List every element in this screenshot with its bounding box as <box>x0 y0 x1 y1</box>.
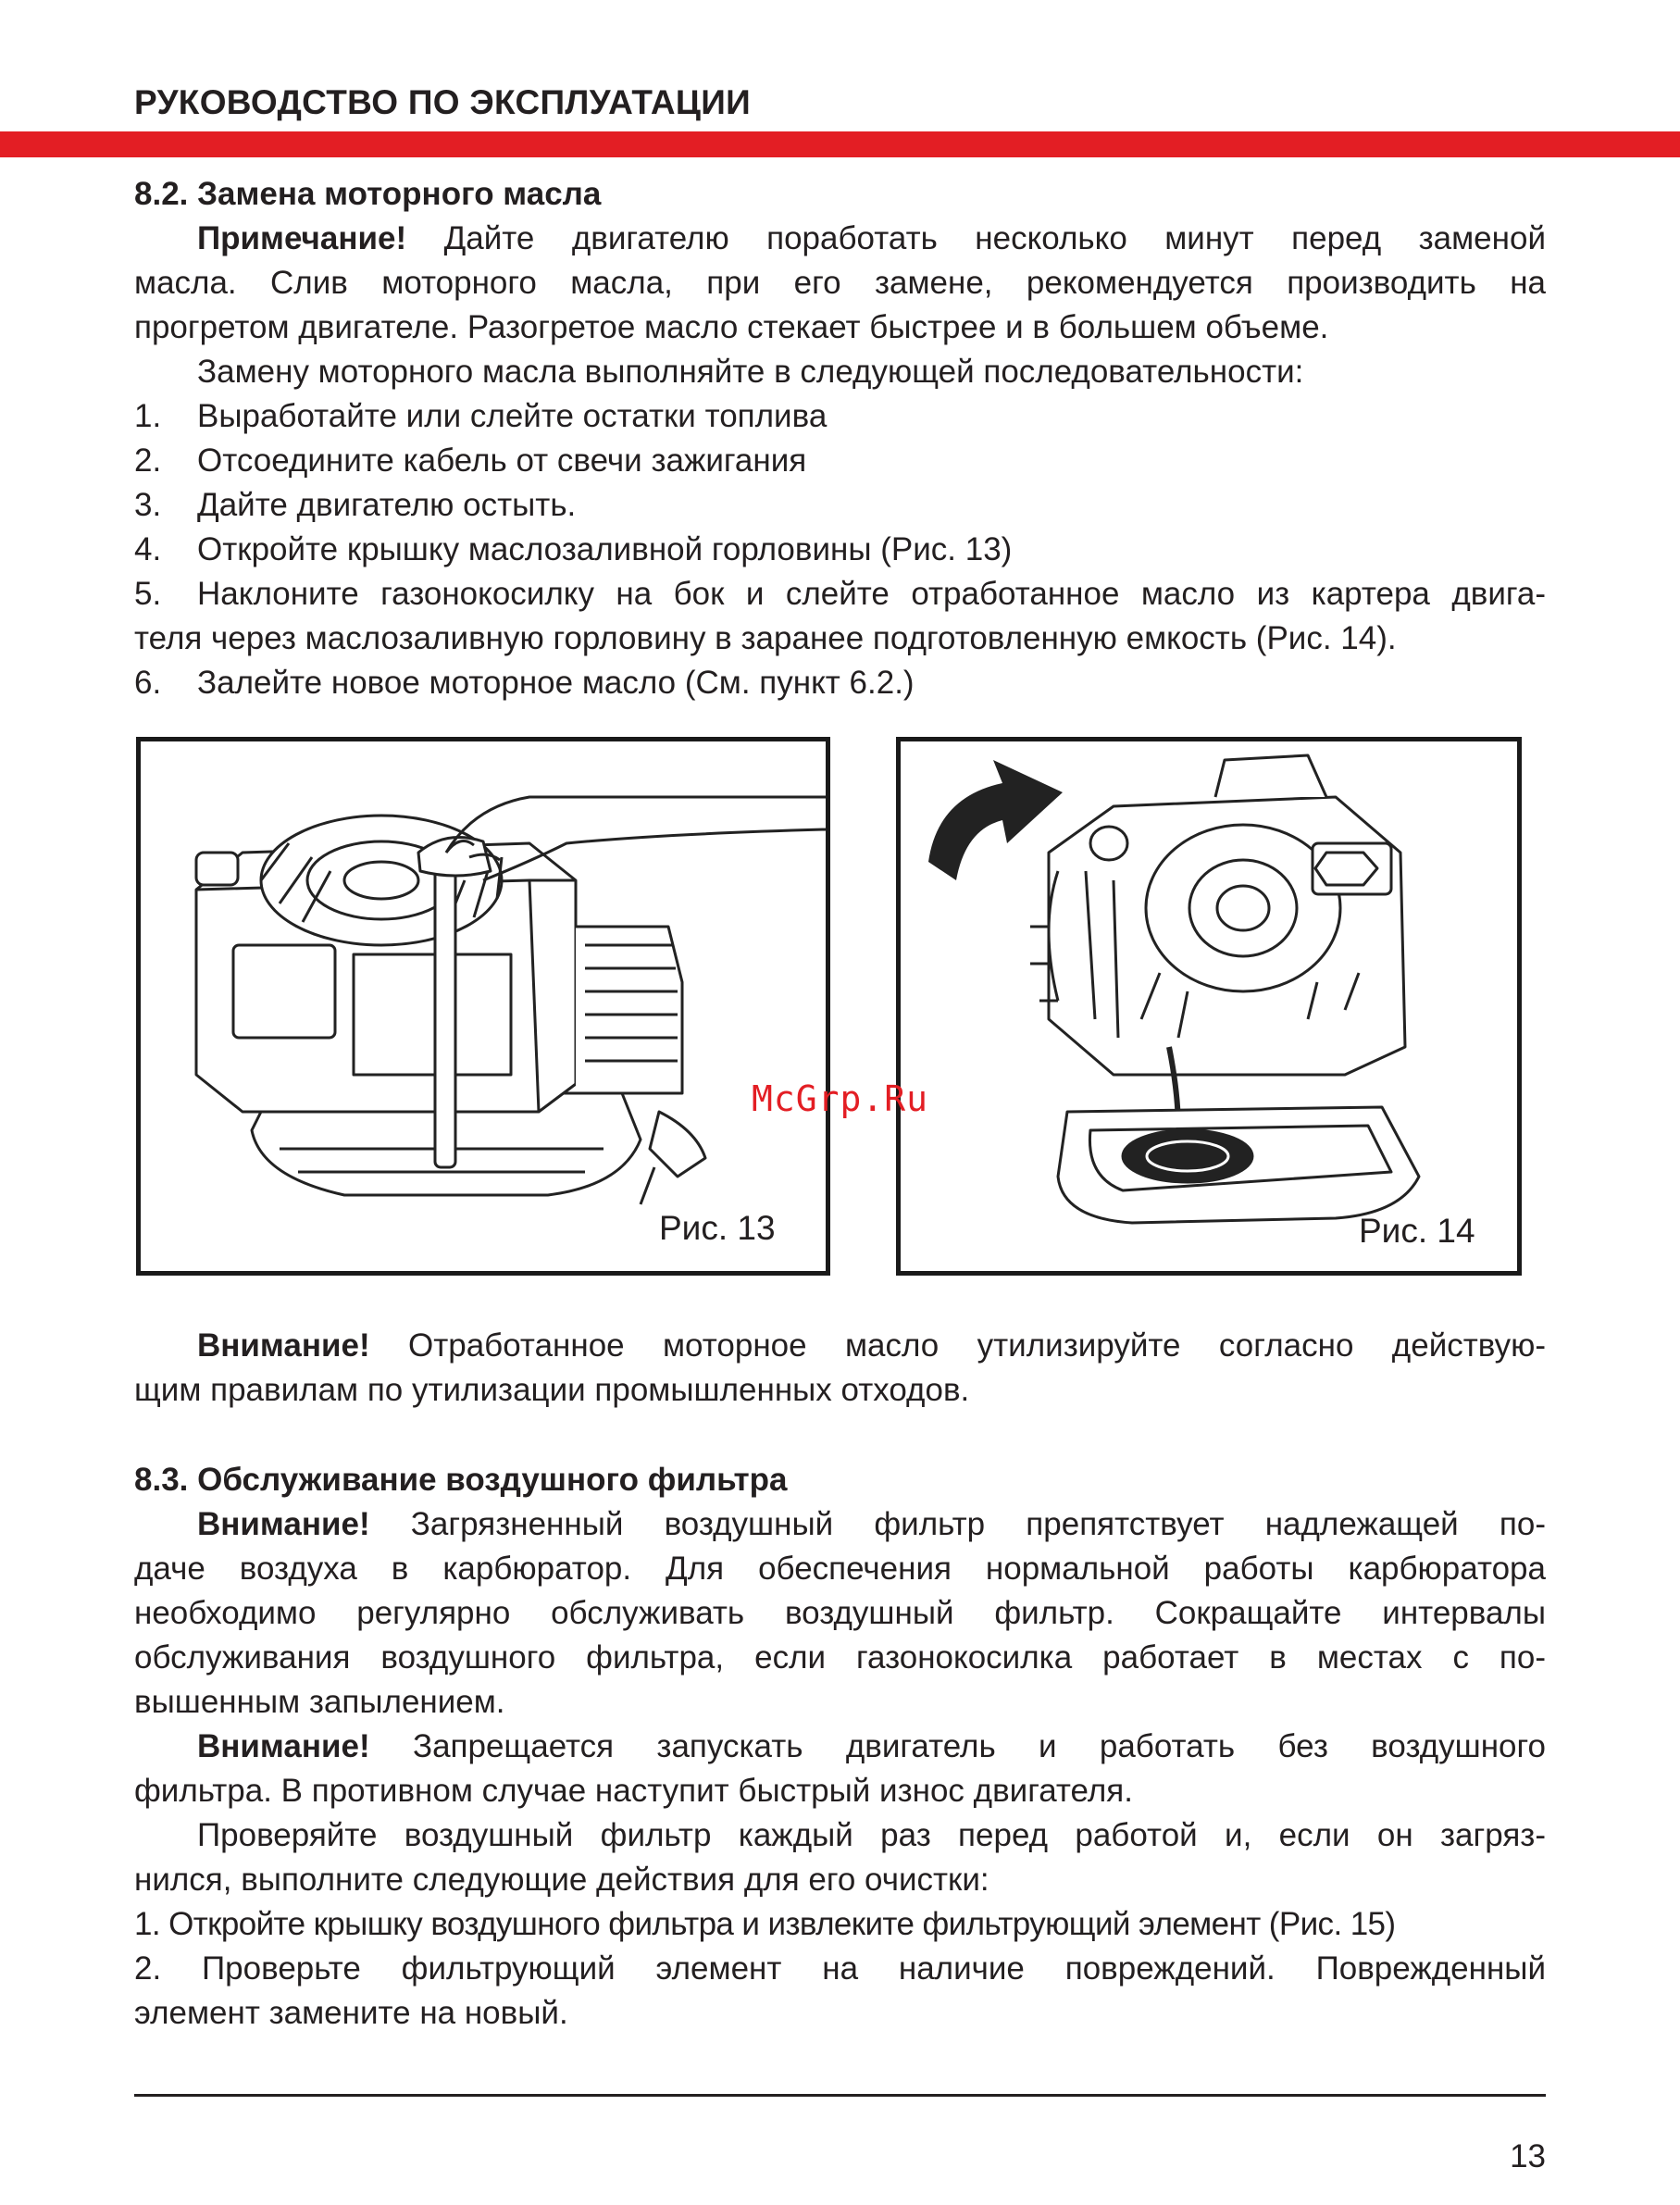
list-item: 1. Выработайте или слейте остатки топлива <box>134 398 828 434</box>
figure-13-caption: Рис. 13 <box>659 1209 776 1247</box>
note-paragraph-line: масла. Слив моторного масла, при его замене, рекомендуется производить на <box>134 265 1546 301</box>
warning-label: Внимание! <box>197 1728 370 1764</box>
figure-14-caption: Рис. 14 <box>1359 1212 1475 1250</box>
list-item-continuation: элемент замените на новый. <box>134 1995 568 2031</box>
page-number: 13 <box>1510 2138 1546 2174</box>
section-8-3 <box>134 1458 1546 2036</box>
paragraph-line: нился, выполните следующие действия для его очистки: <box>134 1862 989 1898</box>
warning-line: необходимо регулярно обслуживать воздушный фильтр. Сокращайте интервалы <box>134 1595 1546 1631</box>
warning-line: обслуживания воздушного фильтра, если газонокосилка работает в местах с по- <box>134 1639 1546 1676</box>
figure-13 <box>136 737 830 1276</box>
list-item: 2. Проверьте фильтрующий элемент на наличие повреждений. Поврежденный <box>134 1950 1546 1987</box>
watermark-text: McGrp.Ru <box>752 1078 929 1119</box>
note-paragraph-line: прогретом двигателе. Разогретое масло стекает быстрее и в большем объеме. <box>134 309 1329 345</box>
engine-oil-cap-illustration <box>141 741 826 1271</box>
list-item: 2. Отсоедините кабель от свечи зажигания <box>134 442 807 479</box>
list-item: 6. Залейте новое моторное масло (См. пункт 6.2.) <box>134 665 915 701</box>
intro-text: Замену моторного масла выполняйте в следующей последовательности: <box>197 354 1304 390</box>
warning-line: Внимание! Загрязненный воздушный фильтр препятствует надлежащей по- <box>197 1506 1546 1542</box>
warning-line: Внимание! Запрещается запускать двигатель и работать без воздушного <box>197 1728 1546 1764</box>
warning-line: даче воздуха в карбюратор. Для обеспечения нормальной работы карбюратора <box>134 1551 1546 1587</box>
section-heading: 8.3. Обслуживание воздушного фильтра <box>134 1462 788 1498</box>
list-item-continuation: теля через маслозаливную горловину в заранее подготовленную емкость (Рис. 14). <box>134 620 1397 656</box>
list-item: 3. Дайте двигателю остыть. <box>134 487 577 523</box>
engine-tilted-draining-illustration <box>901 741 1517 1271</box>
header-red-bar <box>0 131 1680 157</box>
note-paragraph-line <box>134 217 1546 261</box>
document-header-title: РУКОВОДСТВО ПО ЭКСПЛУАТАЦИИ <box>134 83 752 121</box>
list-item: 1. Откройте крышку воздушного фильтра и извлеките фильтрующий элемент (Рис. 15) <box>134 1906 1396 1942</box>
oil-disposal-warning <box>134 1324 1546 1413</box>
figure-14 <box>896 737 1522 1276</box>
warning-line: фильтра. В противном случае наступит быстрый износ двигателя. <box>134 1773 1133 1809</box>
warning-line: Внимание! Отработанное моторное масло утилизируйте согласно действую- <box>197 1327 1547 1364</box>
note-label: Примечание! <box>197 220 407 256</box>
list-item: 5. Наклоните газонокосилку на бок и слейте отработанное масло из картера двига- <box>134 576 1546 612</box>
footer-rule <box>134 2094 1546 2097</box>
warning-label: Внимание! <box>197 1327 370 1364</box>
section-8-2 <box>134 172 1546 705</box>
rotate-arrow-icon <box>928 760 1063 880</box>
paragraph-line: Проверяйте воздушный фильтр каждый раз перед работой и, если он загряз- <box>197 1817 1546 1853</box>
list-item: 4. Откройте крышку маслозаливной горловины (Рис. 13) <box>134 531 1013 567</box>
warning-line: щим правилам по утилизации промышленных отходов. <box>134 1372 970 1408</box>
section-heading: 8.2. Замена моторного масла <box>134 176 602 212</box>
warning-label: Внимание! <box>197 1506 370 1542</box>
warning-line: вышенным запылением. <box>134 1684 505 1720</box>
note-text: Дайте двигателю поработать несколько минут перед заменой <box>443 220 1546 256</box>
